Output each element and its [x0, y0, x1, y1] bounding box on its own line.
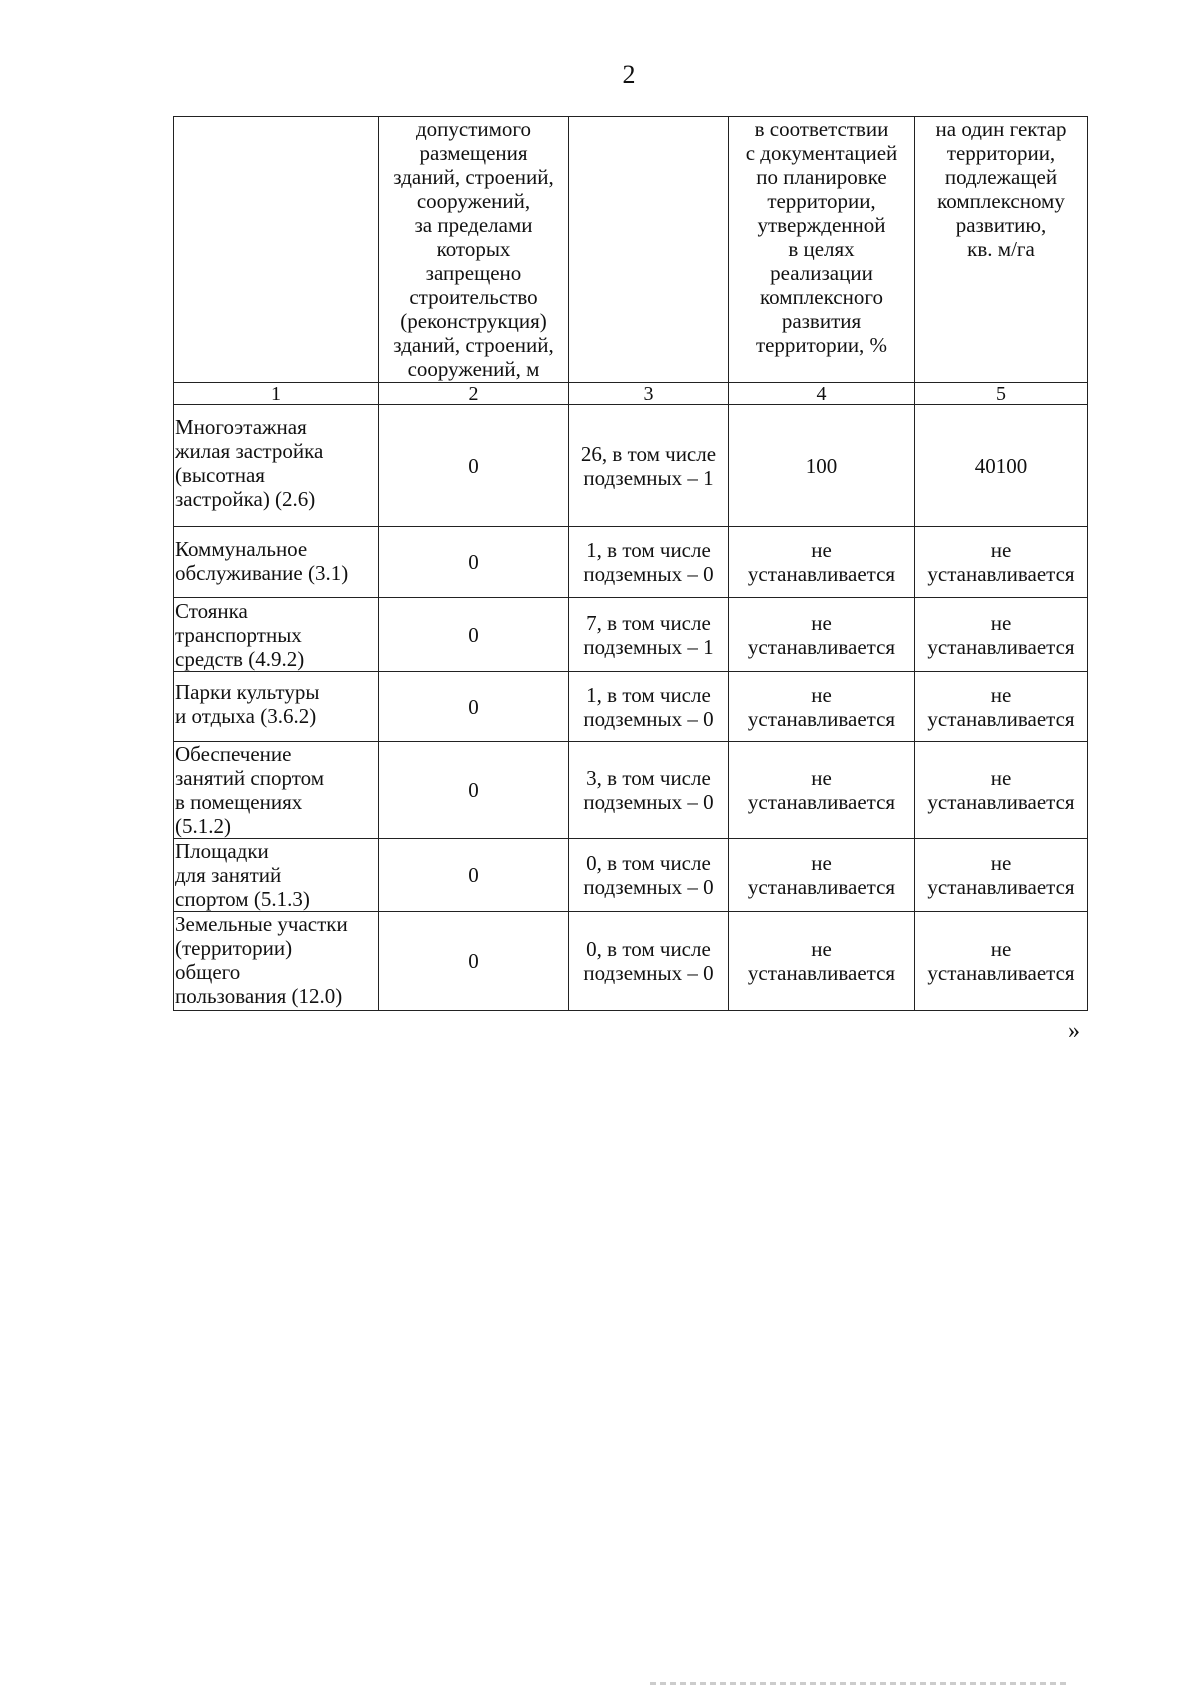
area-per-hectare-value: не устанавливается	[915, 912, 1088, 1011]
table-row	[174, 405, 1088, 527]
floors-value: 7, в том числе подземных – 1	[569, 598, 729, 672]
percent-value: не устанавливается	[729, 839, 915, 912]
regulations-table	[173, 116, 1088, 1011]
table-header-row	[174, 117, 1088, 383]
percent-value: не устанавливается	[729, 742, 915, 839]
closing-quote: »	[1068, 1018, 1080, 1044]
area-per-hectare-value: 40100	[915, 405, 1088, 527]
land-use-name: Площадки для занятий спортом (5.1.3)	[174, 839, 379, 912]
table-row	[174, 598, 1088, 672]
header-cell	[174, 117, 379, 383]
area-per-hectare-value: не устанавливается	[915, 598, 1088, 672]
percent-value: не устанавливается	[729, 527, 915, 598]
page-number: 2	[622, 60, 636, 89]
area-per-hectare-value: не устанавливается	[915, 742, 1088, 839]
setback-value: 0	[379, 405, 569, 527]
column-number: 5	[915, 383, 1088, 405]
floors-value: 3, в том числе подземных – 0	[569, 742, 729, 839]
land-use-name: Коммунальное обслуживание (3.1)	[174, 527, 379, 598]
table-row	[174, 672, 1088, 742]
land-use-name: Обеспечение занятий спортом в помещениях (5.1.2)	[174, 742, 379, 839]
scan-artifact	[650, 1682, 1070, 1685]
setback-value: 0	[379, 742, 569, 839]
header-cell: допустимого размещения зданий, строений, сооружений, за пределами которых запрещено строительство (реконструкция) зданий, строений, сооружений, м	[379, 117, 569, 383]
area-per-hectare-value: не устанавливается	[915, 672, 1088, 742]
table-row	[174, 912, 1088, 1011]
column-number-row	[174, 383, 1088, 405]
area-per-hectare-value: не устанавливается	[915, 527, 1088, 598]
column-number: 3	[569, 383, 729, 405]
floors-value: 0, в том числе подземных – 0	[569, 839, 729, 912]
header-cell: на один гектар территории, подлежащей комплексному развитию, кв. м/га	[915, 117, 1088, 383]
header-cell: в соответствии с документацией по планировке территории, утвержденной в целях реализации комплексного развития территории, %	[729, 117, 915, 383]
setback-value: 0	[379, 598, 569, 672]
table-row	[174, 742, 1088, 839]
land-use-name: Стоянка транспортных средств (4.9.2)	[174, 598, 379, 672]
setback-value: 0	[379, 839, 569, 912]
area-per-hectare-value: не устанавливается	[915, 839, 1088, 912]
column-number: 1	[174, 383, 379, 405]
column-number: 2	[379, 383, 569, 405]
table-row	[174, 839, 1088, 912]
header-cell	[569, 117, 729, 383]
floors-value: 26, в том числе подземных – 1	[569, 405, 729, 527]
land-use-name: Земельные участки (территории) общего пользования (12.0)	[174, 912, 379, 1011]
land-use-name: Многоэтажная жилая застройка (высотная застройка) (2.6)	[174, 405, 379, 527]
percent-value: не устанавливается	[729, 672, 915, 742]
percent-value: 100	[729, 405, 915, 527]
land-use-name: Парки культуры и отдыха (3.6.2)	[174, 672, 379, 742]
setback-value: 0	[379, 527, 569, 598]
table-row	[174, 527, 1088, 598]
setback-value: 0	[379, 672, 569, 742]
percent-value: не устанавливается	[729, 598, 915, 672]
column-number: 4	[729, 383, 915, 405]
setback-value: 0	[379, 912, 569, 1011]
percent-value: не устанавливается	[729, 912, 915, 1011]
floors-value: 1, в том числе подземных – 0	[569, 672, 729, 742]
floors-value: 0, в том числе подземных – 0	[569, 912, 729, 1011]
floors-value: 1, в том числе подземных – 0	[569, 527, 729, 598]
